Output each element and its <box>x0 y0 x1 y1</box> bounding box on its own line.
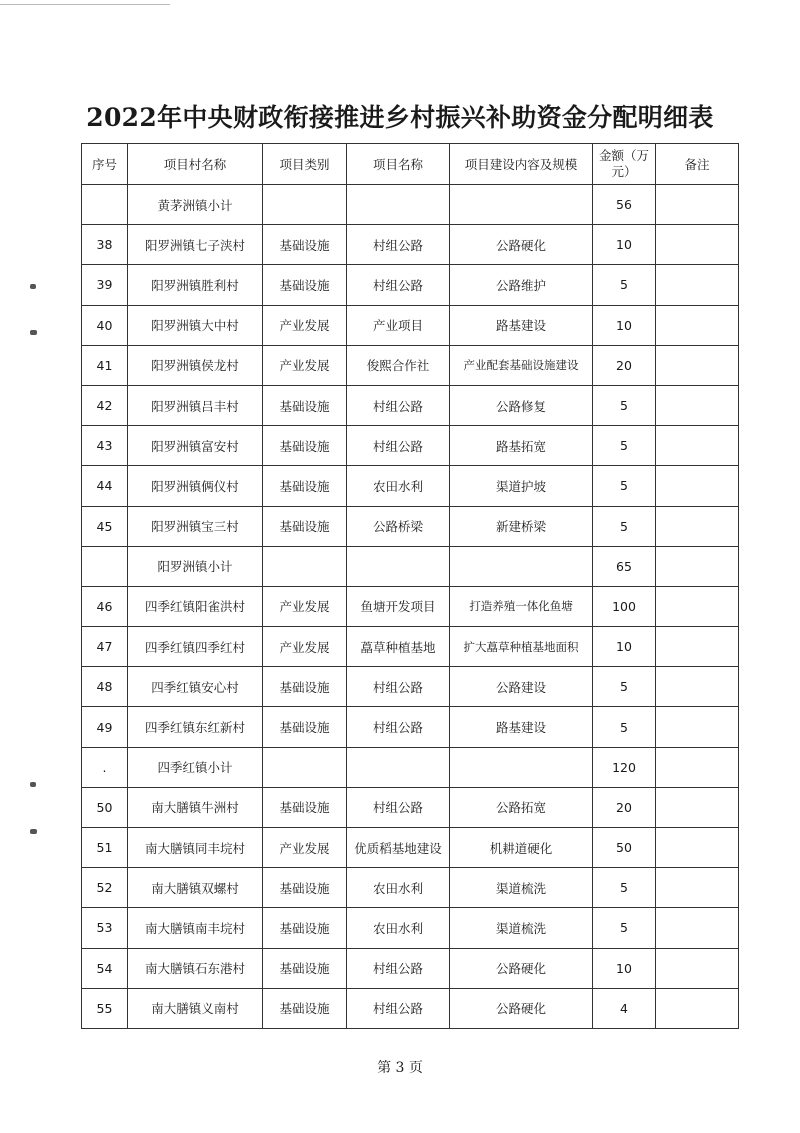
cell-project-name: 村组公路 <box>347 988 450 1028</box>
table-row <box>82 627 739 667</box>
cell-village: 阳罗洲镇侯龙村 <box>128 345 263 385</box>
cell-category <box>263 185 347 225</box>
table-header-row <box>82 144 739 185</box>
scan-speck <box>30 284 36 289</box>
cell-amount: 5 <box>593 707 656 747</box>
cell-village: 南大膳镇同丰垸村 <box>128 828 263 868</box>
cell-project-name: 藠草种植基地 <box>347 627 450 667</box>
cell-village: 四季红镇安心村 <box>128 667 263 707</box>
cell-seq: 41 <box>82 345 128 385</box>
cell-category <box>263 546 347 586</box>
cell-note <box>656 305 739 345</box>
scan-edge-artifact <box>0 0 170 5</box>
cell-content <box>450 546 593 586</box>
cell-content <box>450 185 593 225</box>
cell-content: 渠道护坡 <box>450 466 593 506</box>
cell-note <box>656 466 739 506</box>
cell-amount: 5 <box>593 908 656 948</box>
cell-note <box>656 506 739 546</box>
cell-content <box>450 747 593 787</box>
cell-village: 南大膳镇牛洲村 <box>128 787 263 827</box>
cell-seq: 42 <box>82 385 128 425</box>
cell-amount: 10 <box>593 225 656 265</box>
cell-note <box>656 345 739 385</box>
cell-village: 四季红镇东红新村 <box>128 707 263 747</box>
cell-content: 路基建设 <box>450 305 593 345</box>
cell-content: 打造养殖一体化鱼塘 <box>450 586 593 626</box>
cell-content: 机耕道硬化 <box>450 828 593 868</box>
cell-village: 四季红镇四季红村 <box>128 627 263 667</box>
cell-seq: 50 <box>82 787 128 827</box>
cell-project-name: 俊熙合作社 <box>347 345 450 385</box>
cell-content: 新建桥梁 <box>450 506 593 546</box>
cell-category: 产业发展 <box>263 828 347 868</box>
table-row <box>82 908 739 948</box>
cell-category: 基础设施 <box>263 265 347 305</box>
cell-amount: 65 <box>593 546 656 586</box>
cell-note <box>656 707 739 747</box>
cell-content: 公路建设 <box>450 667 593 707</box>
table-row <box>82 466 739 506</box>
cell-category: 产业发展 <box>263 305 347 345</box>
cell-seq: 55 <box>82 988 128 1028</box>
cell-amount: 5 <box>593 385 656 425</box>
table-row <box>82 345 739 385</box>
table-row <box>82 747 739 787</box>
cell-note <box>656 948 739 988</box>
cell-content: 公路硬化 <box>450 225 593 265</box>
cell-note <box>656 828 739 868</box>
cell-village: 阳罗洲镇小计 <box>128 546 263 586</box>
cell-category: 基础设施 <box>263 868 347 908</box>
cell-content: 产业配套基础设施建设 <box>450 345 593 385</box>
cell-amount: 5 <box>593 506 656 546</box>
cell-project-name: 村组公路 <box>347 707 450 747</box>
cell-amount: 20 <box>593 787 656 827</box>
cell-category: 基础设施 <box>263 506 347 546</box>
cell-content: 公路修复 <box>450 385 593 425</box>
cell-category: 基础设施 <box>263 385 347 425</box>
cell-amount: 56 <box>593 185 656 225</box>
cell-content: 公路硬化 <box>450 948 593 988</box>
cell-category: 基础设施 <box>263 787 347 827</box>
cell-category: 产业发展 <box>263 586 347 626</box>
cell-note <box>656 385 739 425</box>
cell-note <box>656 787 739 827</box>
cell-project-name: 农田水利 <box>347 868 450 908</box>
cell-category: 基础设施 <box>263 908 347 948</box>
table-row <box>82 948 739 988</box>
table-row <box>82 385 739 425</box>
table-row <box>82 586 739 626</box>
cell-amount: 10 <box>593 948 656 988</box>
scan-speck <box>30 782 36 787</box>
cell-content: 渠道梳洗 <box>450 868 593 908</box>
header-category: 项目类别 <box>263 144 347 185</box>
cell-village: 阳罗洲镇大中村 <box>128 305 263 345</box>
cell-seq: 54 <box>82 948 128 988</box>
cell-village: 阳罗洲镇七子浃村 <box>128 225 263 265</box>
cell-note <box>656 265 739 305</box>
cell-seq: 43 <box>82 426 128 466</box>
cell-project-name <box>347 546 450 586</box>
cell-seq: 38 <box>82 225 128 265</box>
cell-village: 四季红镇阳雀洪村 <box>128 586 263 626</box>
table-row <box>82 988 739 1028</box>
cell-project-name: 村组公路 <box>347 948 450 988</box>
header-note: 备注 <box>656 144 739 185</box>
cell-amount: 5 <box>593 426 656 466</box>
cell-project-name: 产业项目 <box>347 305 450 345</box>
table-row <box>82 868 739 908</box>
cell-project-name: 公路桥梁 <box>347 506 450 546</box>
cell-village: 南大膳镇南丰垸村 <box>128 908 263 948</box>
cell-note <box>656 546 739 586</box>
cell-amount: 10 <box>593 627 656 667</box>
cell-note <box>656 747 739 787</box>
cell-seq: 49 <box>82 707 128 747</box>
table-row <box>82 707 739 747</box>
cell-project-name: 农田水利 <box>347 908 450 948</box>
cell-seq: 45 <box>82 506 128 546</box>
cell-content: 公路维护 <box>450 265 593 305</box>
cell-category: 基础设施 <box>263 707 347 747</box>
cell-village: 阳罗洲镇俩仪村 <box>128 466 263 506</box>
document-title: 2022年中央财政衔接推进乡村振兴补助资金分配明细表 <box>86 103 714 132</box>
cell-seq: . <box>82 747 128 787</box>
cell-amount: 5 <box>593 667 656 707</box>
scan-speck <box>30 829 37 834</box>
cell-project-name: 鱼塘开发项目 <box>347 586 450 626</box>
cell-note <box>656 627 739 667</box>
cell-category: 产业发展 <box>263 345 347 385</box>
cell-amount: 10 <box>593 305 656 345</box>
table-row <box>82 265 739 305</box>
table-row <box>82 225 739 265</box>
allocation-table <box>81 143 739 1029</box>
cell-category: 基础设施 <box>263 426 347 466</box>
cell-project-name: 村组公路 <box>347 787 450 827</box>
cell-note <box>656 225 739 265</box>
cell-village: 南大膳镇义南村 <box>128 988 263 1028</box>
cell-content: 路基建设 <box>450 707 593 747</box>
cell-project-name: 村组公路 <box>347 426 450 466</box>
scan-speck <box>30 330 37 335</box>
cell-category: 产业发展 <box>263 627 347 667</box>
cell-village: 阳罗洲镇宝三村 <box>128 506 263 546</box>
cell-category: 基础设施 <box>263 667 347 707</box>
cell-village: 阳罗洲镇吕丰村 <box>128 385 263 425</box>
cell-village: 阳罗洲镇富安村 <box>128 426 263 466</box>
cell-project-name: 村组公路 <box>347 385 450 425</box>
header-content: 项目建设内容及规模 <box>450 144 593 185</box>
cell-project-name <box>347 185 450 225</box>
cell-village: 南大膳镇石东港村 <box>128 948 263 988</box>
cell-content: 扩大藠草种植基地面积 <box>450 627 593 667</box>
cell-amount: 5 <box>593 265 656 305</box>
cell-category: 基础设施 <box>263 988 347 1028</box>
cell-content: 公路硬化 <box>450 988 593 1028</box>
table-row <box>82 546 739 586</box>
header-amount: 金额（万元） <box>593 144 656 185</box>
cell-project-name: 村组公路 <box>347 265 450 305</box>
cell-amount: 5 <box>593 466 656 506</box>
cell-note <box>656 988 739 1028</box>
cell-amount: 120 <box>593 747 656 787</box>
cell-project-name: 农田水利 <box>347 466 450 506</box>
table-row <box>82 185 739 225</box>
cell-project-name: 优质稻基地建设 <box>347 828 450 868</box>
cell-amount: 20 <box>593 345 656 385</box>
table-row <box>82 828 739 868</box>
cell-seq: 39 <box>82 265 128 305</box>
cell-seq: 44 <box>82 466 128 506</box>
cell-seq: 53 <box>82 908 128 948</box>
cell-amount: 5 <box>593 868 656 908</box>
cell-project-name: 村组公路 <box>347 667 450 707</box>
cell-amount: 50 <box>593 828 656 868</box>
cell-village: 南大膳镇双螺村 <box>128 868 263 908</box>
cell-category <box>263 747 347 787</box>
cell-category: 基础设施 <box>263 948 347 988</box>
cell-content: 路基拓宽 <box>450 426 593 466</box>
cell-seq: 48 <box>82 667 128 707</box>
cell-amount: 100 <box>593 586 656 626</box>
page-number: 第 3 页 <box>377 1060 423 1076</box>
cell-note <box>656 586 739 626</box>
cell-project-name: 村组公路 <box>347 225 450 265</box>
cell-seq: 51 <box>82 828 128 868</box>
table-row <box>82 305 739 345</box>
cell-note <box>656 185 739 225</box>
table-row <box>82 667 739 707</box>
header-project-name: 项目名称 <box>347 144 450 185</box>
cell-village: 四季红镇小计 <box>128 747 263 787</box>
cell-amount: 4 <box>593 988 656 1028</box>
cell-content: 公路拓宽 <box>450 787 593 827</box>
cell-seq: 40 <box>82 305 128 345</box>
table-row <box>82 506 739 546</box>
cell-content: 渠道梳洗 <box>450 908 593 948</box>
cell-seq: 46 <box>82 586 128 626</box>
cell-note <box>656 667 739 707</box>
cell-category: 基础设施 <box>263 466 347 506</box>
cell-village: 黄茅洲镇小计 <box>128 185 263 225</box>
cell-seq <box>82 185 128 225</box>
cell-note <box>656 908 739 948</box>
header-village: 项目村名称 <box>128 144 263 185</box>
cell-category: 基础设施 <box>263 225 347 265</box>
cell-seq: 52 <box>82 868 128 908</box>
cell-project-name <box>347 747 450 787</box>
table-row <box>82 426 739 466</box>
table-row <box>82 787 739 827</box>
cell-note <box>656 868 739 908</box>
cell-village: 阳罗洲镇胜利村 <box>128 265 263 305</box>
cell-seq: 47 <box>82 627 128 667</box>
cell-note <box>656 426 739 466</box>
cell-seq <box>82 546 128 586</box>
header-seq: 序号 <box>82 144 128 185</box>
